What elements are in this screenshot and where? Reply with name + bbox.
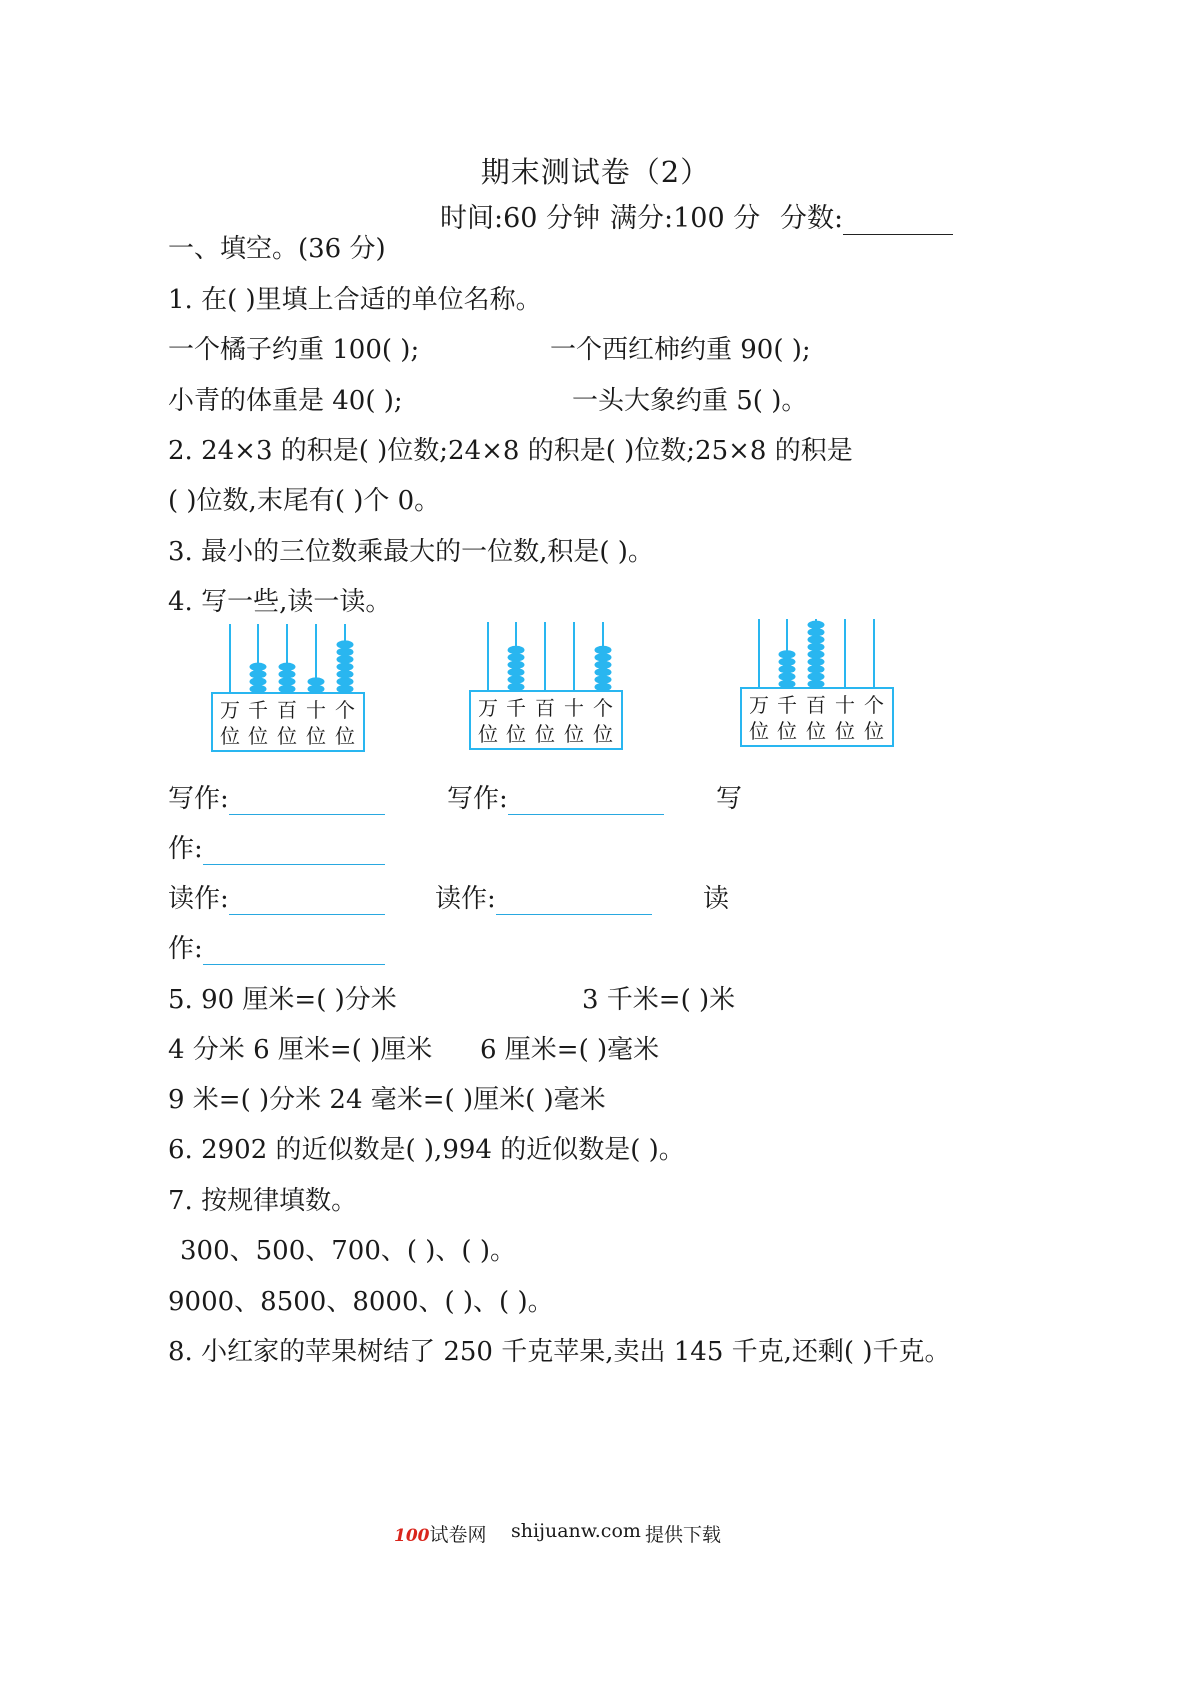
abacus-bead (337, 655, 354, 663)
score-field (780, 196, 953, 235)
write-label-3a: 写 (716, 784, 743, 814)
abacus-bead (808, 680, 825, 688)
question-2b: ( )位数,末尾有( )个 0。 (168, 486, 441, 516)
abacus-bead (808, 643, 825, 651)
abacus-bead (508, 668, 525, 676)
write-row-3 (168, 828, 385, 865)
read-blank-1[interactable] (229, 886, 385, 915)
abacus-bead (595, 675, 612, 683)
question-6: 6. 2902 的近似数是( ),994 的近似数是( )。 (168, 1135, 685, 1165)
abacus-place-suffix: 位 (335, 724, 355, 748)
score-label: 分数: (780, 203, 844, 234)
abacus-bead (337, 685, 354, 693)
abacus-bead (308, 685, 325, 693)
abacus-bead (779, 665, 796, 673)
abacus-place-label: 万 (749, 693, 769, 717)
abacus-bead (279, 677, 296, 685)
question-3: 3. 最小的三位数乘最大的一位数,积是( )。 (168, 537, 654, 567)
abacus-place-suffix: 位 (478, 722, 498, 746)
abacus-bead (508, 646, 525, 654)
abacus-1 (206, 620, 376, 760)
question-1c: 小青的体重是 40( ); (168, 386, 403, 416)
question-5d: 6 厘米=( )毫米 (480, 1035, 660, 1065)
question-1d: 一头大象约重 5( )。 (572, 386, 808, 416)
read-label-1: 读作: (168, 884, 229, 914)
question-1b: 一个西红柿约重 90( ); (550, 335, 811, 365)
abacus-bead (508, 675, 525, 683)
abacus-place-suffix: 位 (864, 719, 884, 743)
abacus-bead (279, 670, 296, 678)
abacus-bead (808, 628, 825, 636)
question-2a: 2. 24×3 的积是( )位数;24×8 的积是( )位数;25×8 的积是 (168, 436, 853, 466)
logo-100-icon: 100 (394, 1526, 430, 1546)
abacus-bead (508, 661, 525, 669)
abacus-place-label: 百 (806, 693, 826, 717)
abacus-bead (595, 668, 612, 676)
abacus-bead (279, 685, 296, 693)
abacus-bead (250, 677, 267, 685)
write-label-3b: 作: (168, 834, 203, 864)
abacus-bead (337, 677, 354, 685)
read-row-2 (435, 878, 652, 915)
abacus-bead (337, 648, 354, 656)
abacus-bead (779, 658, 796, 666)
abacus-bead (279, 663, 296, 671)
abacus-bead (250, 685, 267, 693)
abacus-bead (808, 621, 825, 629)
abacus-place-label: 千 (777, 693, 797, 717)
abacus-place-label: 十 (835, 693, 855, 717)
abacus-bead (595, 646, 612, 654)
abacus-bead (595, 683, 612, 691)
abacus-bead (337, 663, 354, 671)
abacus-bead (508, 653, 525, 661)
abacus-bead (308, 677, 325, 685)
read-blank-3[interactable] (203, 936, 385, 965)
question-5b: 3 千米=( )米 (582, 985, 736, 1015)
score-blank[interactable] (843, 204, 953, 235)
abacus-place-label: 千 (248, 698, 268, 722)
abacus-place-suffix: 位 (806, 719, 826, 743)
write-label-1: 写作: (168, 784, 229, 814)
abacus-place-suffix: 位 (535, 722, 555, 746)
abacus-bead (808, 672, 825, 680)
question-4: 4. 写一些,读一读。 (168, 587, 392, 617)
write-blank-2[interactable] (508, 786, 664, 815)
logo-text: 试卷网 (429, 1524, 487, 1546)
question-7: 7. 按规律填数。 (168, 1186, 358, 1216)
abacus-place-label: 万 (220, 698, 240, 722)
abacus-place-suffix: 位 (564, 722, 584, 746)
question-8: 8. 小红家的苹果树结了 250 千克苹果,卖出 145 千克,还剩( )千克。 (168, 1337, 951, 1367)
footer-note: 提供下载 (645, 1524, 722, 1546)
abacus-place-suffix: 位 (506, 722, 526, 746)
write-row-2 (447, 778, 664, 815)
write-blank-3[interactable] (203, 836, 385, 865)
abacus-place-label: 百 (277, 698, 297, 722)
question-1a: 一个橘子约重 100( ); (168, 335, 420, 365)
question-5c: 4 分米 6 厘米=( )厘米 (168, 1035, 433, 1065)
time-info: 时间:60 分钟 (440, 203, 601, 234)
abacus-bead (779, 650, 796, 658)
abacus-bead (808, 635, 825, 643)
question-7b: 9000、8500、8000、( )、( )。 (168, 1287, 554, 1317)
footer-site[interactable]: shijuanw.com (511, 1520, 641, 1542)
abacus-place-label: 个 (864, 693, 884, 717)
abacus-place-label: 百 (535, 696, 555, 720)
write-label-2: 写作: (447, 784, 508, 814)
read-label-3a: 读 (703, 884, 730, 914)
question-5a: 5. 90 厘米=( )分米 (168, 985, 397, 1015)
abacus-bead (779, 680, 796, 688)
full-score-info: 满分:100 分 (610, 203, 761, 234)
abacus-place-label: 十 (564, 696, 584, 720)
abacus-bead (595, 661, 612, 669)
question-1: 1. 在( )里填上合适的单位名称。 (168, 285, 542, 315)
footer-logo (394, 1520, 487, 1547)
read-row-3 (168, 928, 385, 965)
abacus-bead (808, 650, 825, 658)
abacus-place-label: 十 (306, 698, 326, 722)
abacus-place-suffix: 位 (220, 724, 240, 748)
page-title: 期末测试卷（2） (480, 155, 711, 189)
abacus-bead (808, 658, 825, 666)
abacus-bead (250, 663, 267, 671)
abacus-place-suffix: 位 (306, 724, 326, 748)
read-label-3b: 作: (168, 934, 203, 964)
abacus-place-label: 万 (478, 696, 498, 720)
abacus-place-suffix: 位 (593, 722, 613, 746)
abacus-3 (735, 615, 905, 755)
abacus-bead (779, 672, 796, 680)
abacus-place-label: 个 (593, 696, 613, 720)
abacus-place-label: 千 (506, 696, 526, 720)
abacus-bead (337, 670, 354, 678)
read-label-2: 读作: (435, 884, 496, 914)
read-blank-2[interactable] (496, 886, 652, 915)
abacus-place-suffix: 位 (749, 719, 769, 743)
write-row-1 (168, 778, 385, 815)
abacus-place-label: 个 (335, 698, 355, 722)
question-7a: 300、500、700、( )、( )。 (180, 1236, 516, 1266)
abacus-bead (508, 683, 525, 691)
question-5e: 9 米=( )分米 24 毫米=( )厘米( )毫米 (168, 1085, 606, 1115)
section-heading: 一、填空。(36 分) (168, 234, 386, 264)
abacus-place-suffix: 位 (248, 724, 268, 748)
abacus-place-suffix: 位 (835, 719, 855, 743)
abacus-bead (595, 653, 612, 661)
abacus-bead (337, 640, 354, 648)
abacus-2 (464, 618, 634, 758)
abacus-place-suffix: 位 (277, 724, 297, 748)
abacus-place-suffix: 位 (777, 719, 797, 743)
abacus-bead (250, 670, 267, 678)
abacus-bead (808, 665, 825, 673)
read-row-1 (168, 878, 385, 915)
write-blank-1[interactable] (229, 786, 385, 815)
